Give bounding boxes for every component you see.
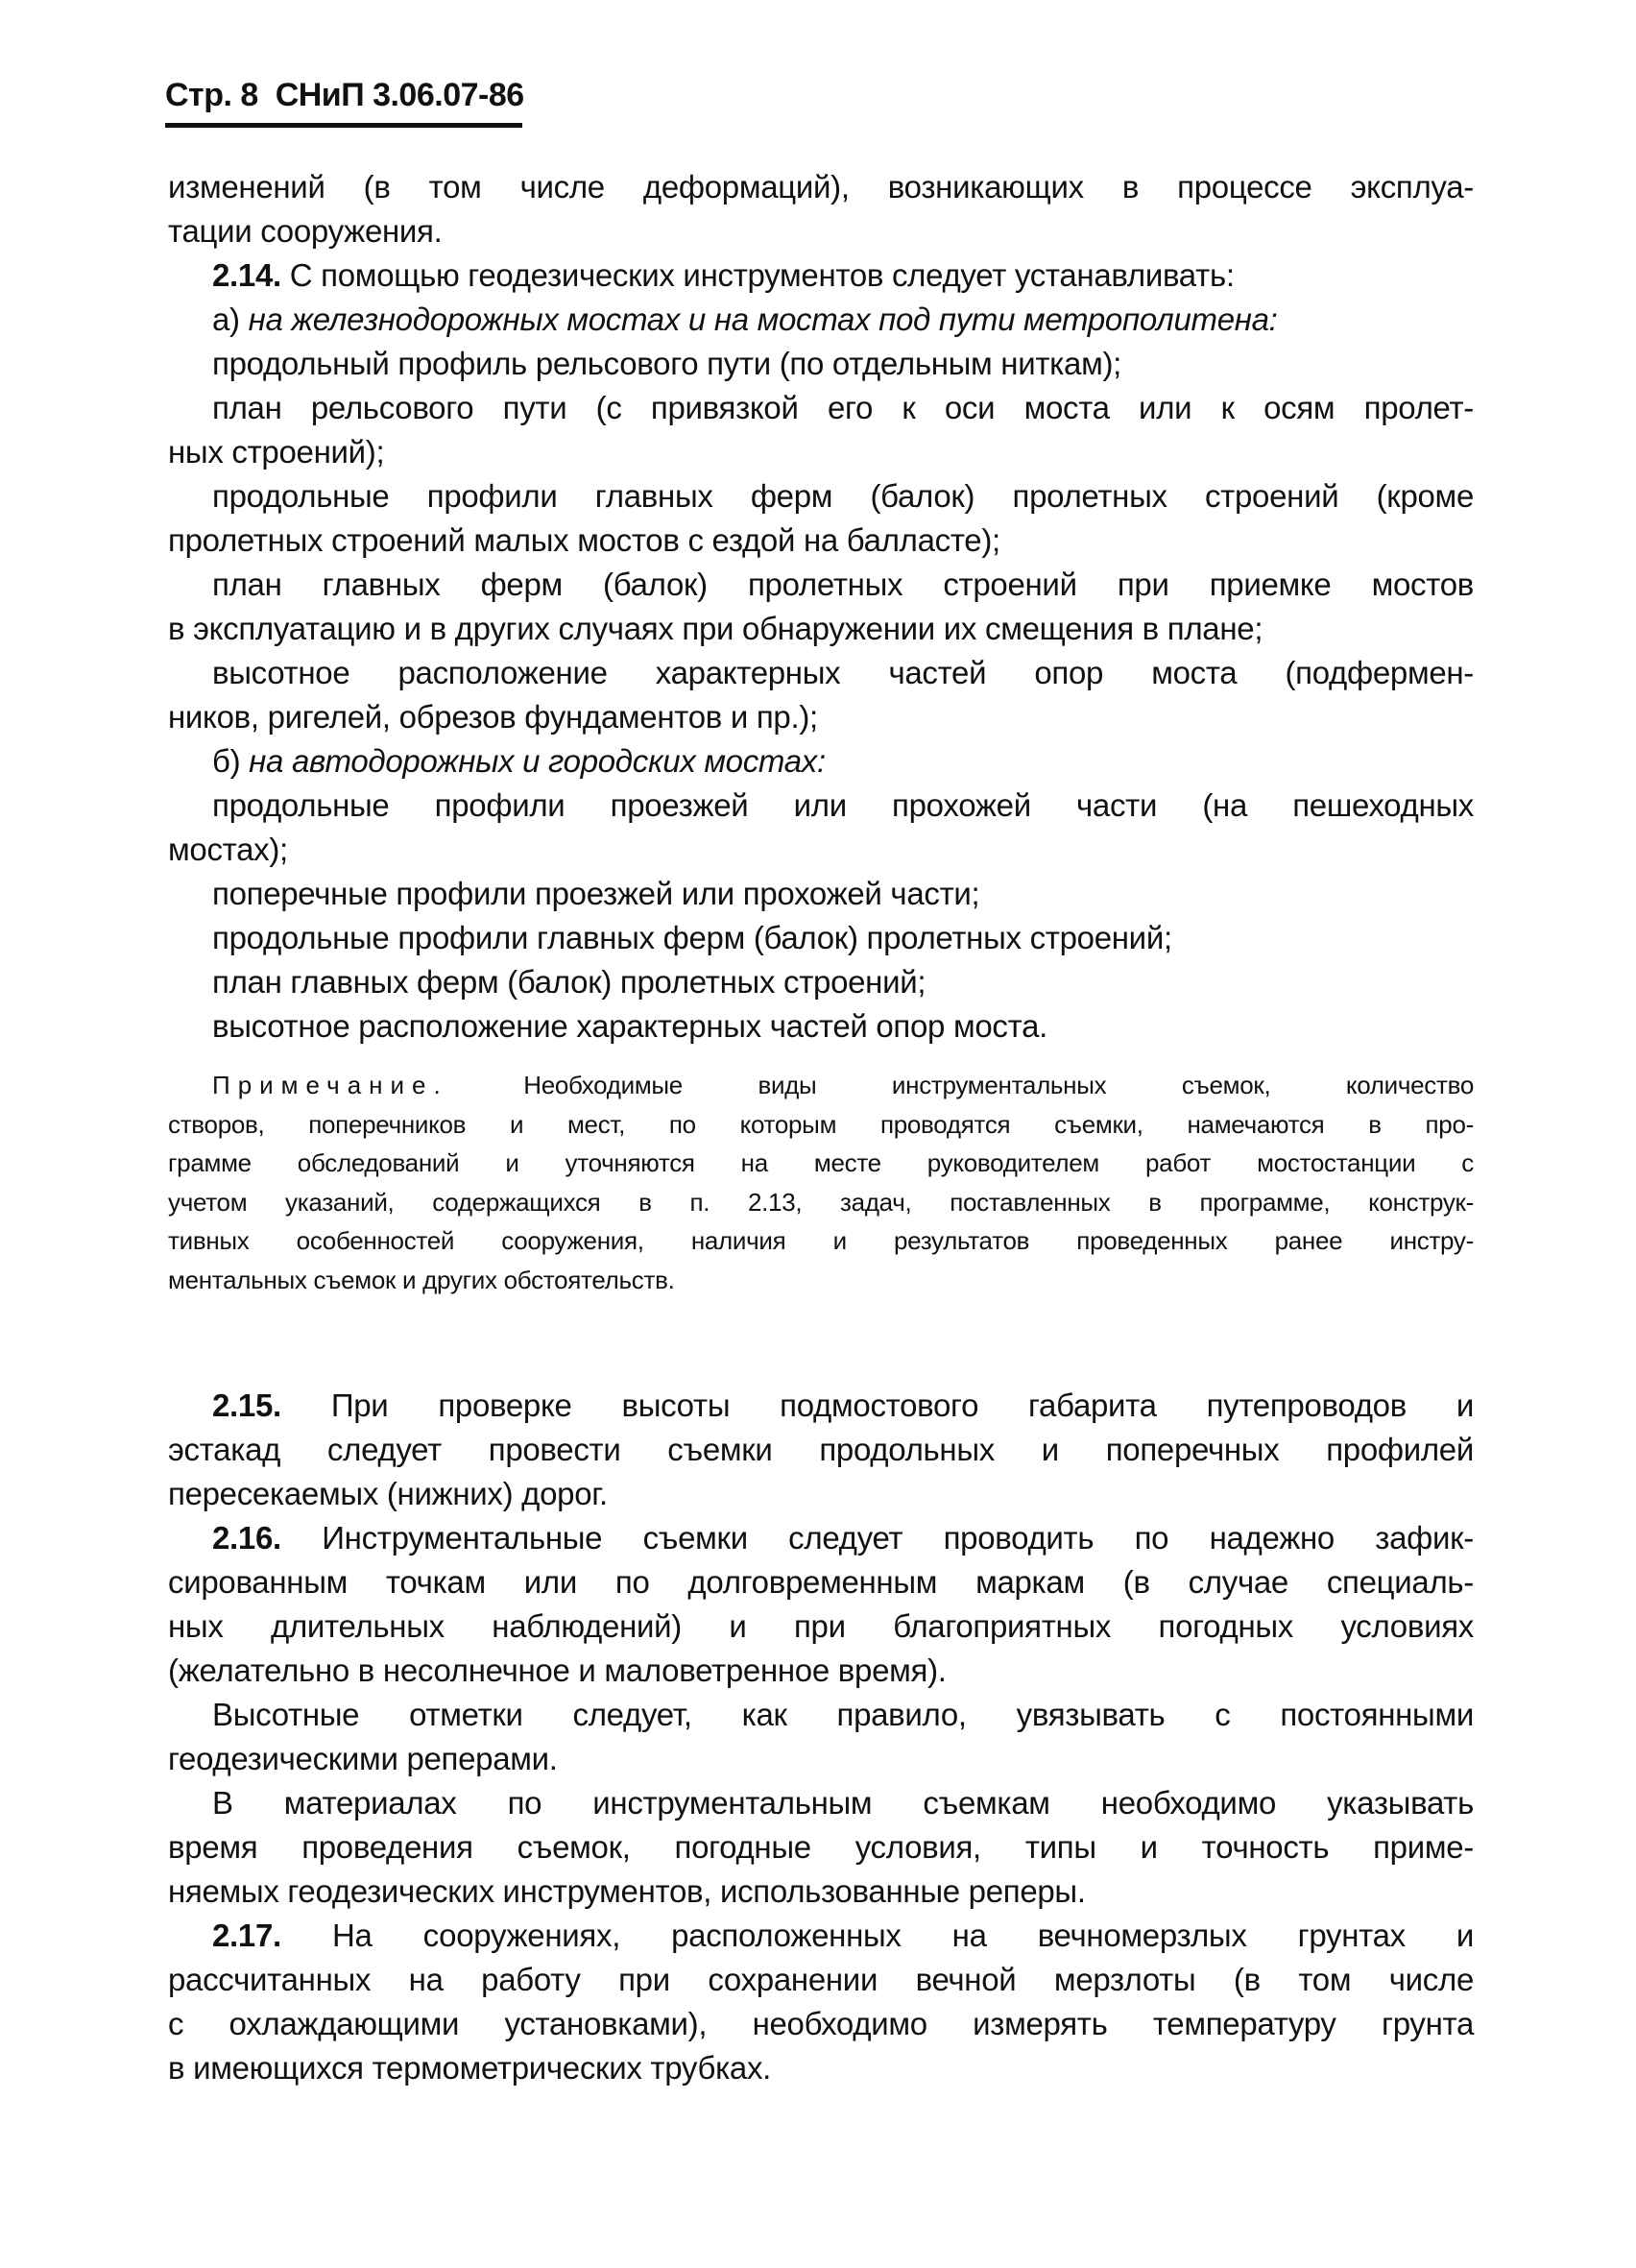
text-line [168, 916, 1474, 960]
paragraph [168, 165, 1474, 253]
text-line [168, 872, 1474, 916]
paragraph [168, 342, 1474, 386]
line-text: в эксплуатацию и в других случаях при обнаружении их смещения в плане; [168, 611, 1263, 646]
text-line [168, 298, 1474, 342]
paragraph [168, 1781, 1474, 1914]
line-text: створов, поперечников и мест, по которым проводятся съемки, намечаются в про- [168, 1109, 1474, 1139]
text-line [168, 386, 1474, 430]
text-line [168, 828, 1474, 872]
paragraph [168, 872, 1474, 916]
line-text: эстакад следует провести съемки продольных и поперечных профилей [168, 1432, 1474, 1467]
line-text: план рельсового пути (с привязкой его к оси моста или к осям пролет- [212, 390, 1474, 425]
paragraph [168, 1693, 1474, 1781]
line-text: план главных ферм (балок) пролетных строений при приемке мостов [212, 567, 1474, 602]
text-line [168, 1221, 1474, 1261]
paragraph [168, 253, 1474, 298]
line-text: ментальных съемок и других обстоятельств. [168, 1265, 675, 1294]
line-text: няемых геодезических инструментов, использованные реперы. [168, 1873, 1086, 1909]
text-line [168, 1693, 1474, 1737]
line-text: план главных ферм (балок) пролетных строений; [212, 964, 926, 1000]
text-line [168, 1105, 1474, 1145]
line-text: пролетных строений малых мостов с ездой на балласте); [168, 522, 1000, 558]
text-line [168, 1958, 1474, 2002]
clause-number: а) [212, 302, 240, 337]
line-text: с охлаждающими установками), необходимо измерять температуру грунта [168, 2006, 1474, 2041]
line-text: геодезическими реперами. [168, 1741, 558, 1776]
text-line [168, 1516, 1474, 1560]
text-line [168, 1737, 1474, 1781]
line-text: на автодорожных и городских мостах: [249, 743, 826, 779]
line-text: Высотные отметки следует, как правило, увязывать с постоянными [212, 1697, 1474, 1732]
line-text: поперечные профили проезжей или прохожей части; [212, 876, 980, 911]
text-line [168, 960, 1474, 1004]
line-text: продольные профили главных ферм (балок) пролетных строений; [212, 920, 1172, 955]
text-line [168, 1914, 1474, 1958]
text-line [168, 165, 1474, 209]
page-number: Стр. 8 [165, 77, 258, 113]
line-text: С помощью геодезических инструментов следует устанавливать: [289, 257, 1235, 293]
text-line [168, 253, 1474, 298]
paragraph [168, 563, 1474, 651]
text-line [168, 2002, 1474, 2046]
line-text: сированным точкам или по долговременным маркам (в случае специаль- [168, 1564, 1474, 1600]
line-text: продольный профиль рельсового пути (по отдельным ниткам); [212, 346, 1122, 381]
text-line [168, 739, 1474, 784]
line-text: изменений (в том числе деформаций), возникающих в процессе эксплуа- [168, 169, 1474, 205]
text-line [168, 2046, 1474, 2090]
text-line [168, 1870, 1474, 1914]
line-text: рассчитанных на работу при сохранении вечной мерзлоты (в том числе [168, 1962, 1474, 1997]
text-line [168, 430, 1474, 474]
line-text: высотное расположение характерных частей опор моста. [212, 1008, 1047, 1044]
text-line [168, 1066, 1474, 1105]
text-line [168, 474, 1474, 519]
text-line [168, 1428, 1474, 1472]
clause-number: 2.17. [212, 1918, 281, 1953]
text-line [168, 1472, 1474, 1516]
paragraph [168, 386, 1474, 474]
document-body [168, 165, 1474, 2090]
line-text: на железнодорожных мостах и на мостах под пути метрополитена: [248, 302, 1278, 337]
document-code: СНиП 3.06.07-86 [275, 77, 524, 113]
text-line [168, 1004, 1474, 1049]
page-header [165, 77, 524, 114]
paragraph [168, 651, 1474, 739]
paragraph [168, 474, 1474, 563]
note-paragraph [168, 1066, 1474, 1299]
line-text: время проведения съемок, погодные условия, типы и точность приме- [168, 1829, 1474, 1865]
line-text: мостах); [168, 832, 288, 867]
line-text: На сооружениях, расположенных на вечномерзлых грунтах и [331, 1918, 1475, 1953]
text-line [168, 695, 1474, 739]
text-line [168, 1825, 1474, 1870]
line-text: продольные профили главных ферм (балок) пролетных строений (кроме [212, 478, 1474, 514]
line-text: высотное расположение характерных частей опор моста (подфермен- [212, 655, 1474, 690]
text-line [168, 1649, 1474, 1693]
note-label: Примечание. [212, 1071, 448, 1099]
paragraph [168, 1004, 1474, 1049]
clause-number: б) [212, 743, 241, 779]
paragraph [168, 1516, 1474, 1693]
line-text: В материалах по инструментальным съемкам необходимо указывать [212, 1785, 1474, 1821]
text-line [168, 1144, 1474, 1183]
text-line [168, 1384, 1474, 1428]
clause-number: 2.15. [212, 1387, 281, 1423]
line-text: в имеющихся термометрических трубках. [168, 2050, 772, 2086]
paragraph [168, 916, 1474, 960]
line-text: учетом указаний, содержащихся в п. 2.13, задач, поставленных в программе, конструк- [168, 1187, 1474, 1217]
text-line [168, 1604, 1474, 1649]
line-text: ников, ригелей, обрезов фундаментов и пр.); [168, 699, 818, 735]
paragraph [168, 298, 1474, 342]
paragraph [168, 1384, 1474, 1516]
text-line [168, 784, 1474, 828]
text-line [168, 1560, 1474, 1604]
line-text: тации сооружения. [168, 213, 443, 249]
paragraph [168, 784, 1474, 872]
text-line [168, 1183, 1474, 1222]
clause-number: 2.14. [212, 257, 281, 293]
text-line [168, 563, 1474, 607]
text-line [168, 209, 1474, 253]
line-text: (желательно в несолнечное и маловетренное время). [168, 1653, 947, 1688]
line-text: Необходимые виды инструментальных съемок, количество [523, 1071, 1474, 1099]
paragraph [168, 1914, 1474, 2090]
text-line [168, 1781, 1474, 1825]
text-line [168, 342, 1474, 386]
text-line [168, 651, 1474, 695]
clause-number: 2.16. [212, 1520, 281, 1556]
line-text: ных строений); [168, 434, 385, 470]
line-text: При проверке высоты подмостового габарита путепроводов и [330, 1387, 1475, 1423]
text-line [168, 519, 1474, 563]
text-line [168, 1261, 1474, 1300]
text-line [168, 607, 1474, 651]
paragraph [168, 739, 1474, 784]
line-text: грамме обследований и уточняются на месте руководителем работ мостостанции с [168, 1148, 1474, 1177]
line-text: Инструментальные съемки следует проводить по надежно зафик- [322, 1520, 1474, 1556]
line-text: тивных особенностей сооружения, наличия и результатов проведенных ранее инстру- [168, 1226, 1474, 1255]
header-rule [165, 123, 522, 128]
line-text: ных длительных наблюдений) и при благоприятных погодных условиях [168, 1608, 1474, 1644]
paragraph [168, 960, 1474, 1004]
line-text: продольные профили проезжей или прохожей части (на пешеходных [212, 787, 1474, 823]
line-text: пересекаемых (нижних) дорог. [168, 1476, 608, 1511]
